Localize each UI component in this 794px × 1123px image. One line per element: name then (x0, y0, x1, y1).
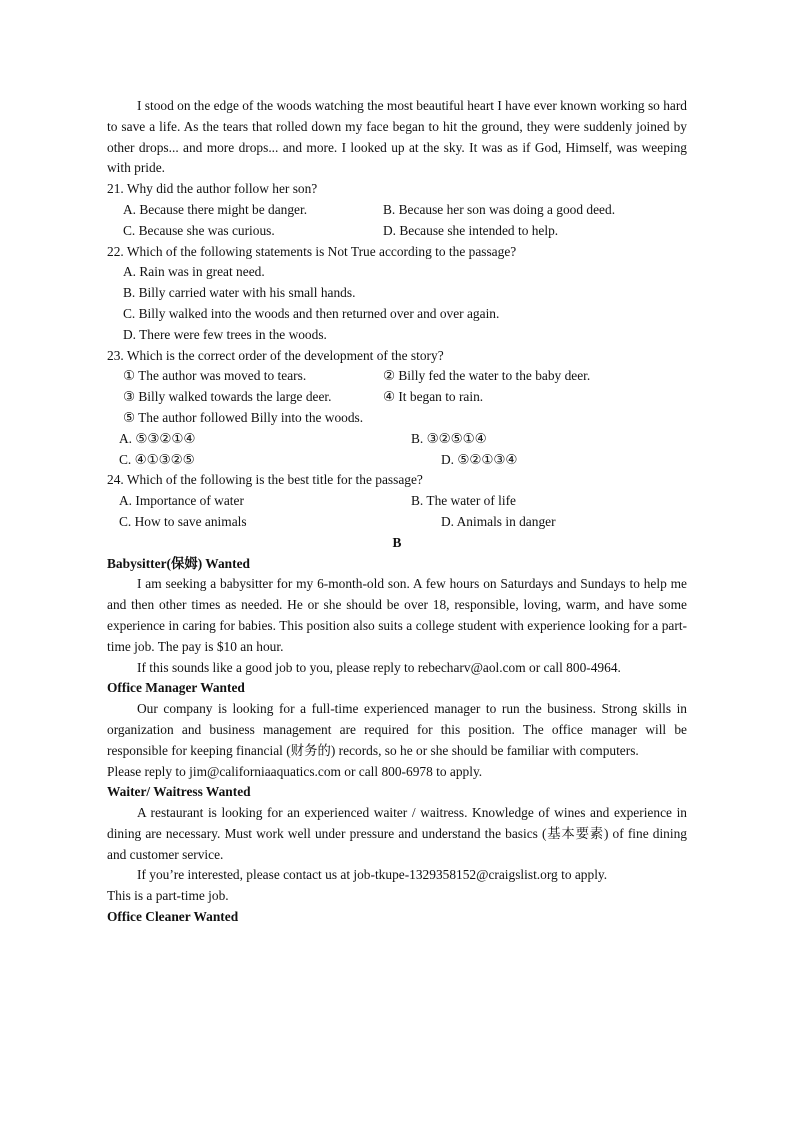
question-21-option-a: A. Because there might be danger. (123, 201, 308, 217)
ad-babysitter-contact: If this sounds like a good job to you, please reply to rebecharv@aol.com or call 800-4964. (137, 659, 621, 675)
worksheet-page (107, 96, 687, 928)
question-24-option-d: D. Animals in danger (441, 513, 556, 529)
question-22-option-c: C. Billy walked into the woods and then returned over and over again. (123, 305, 500, 321)
question-21-option-d: D. Because she intended to help. (383, 222, 559, 238)
question-23-event-3: ③ Billy walked towards the large deer. (123, 389, 332, 405)
question-22-option-b: B. Billy carried water with his small hands. (123, 285, 356, 301)
ad-office-manager (107, 678, 687, 782)
question-21 (107, 179, 687, 241)
question-23 (107, 346, 687, 471)
ad-babysitter-title: Babysitter(保姆) Wanted (107, 555, 250, 571)
question-23-option-d: D. ⑤②①③④ (441, 451, 518, 467)
question-23-event-2: ② Billy fed the water to the baby deer. (383, 368, 591, 384)
ad-waiter-body: A restaurant is looking for an experienced waiter / waitress. Knowledge of wines and experience in dining are necessary. Must work well under pressure and understand the basics (基本要素) of fine dining and customer service. (107, 805, 687, 862)
question-24-option-c: C. How to save animals (119, 513, 247, 529)
section-label: B (392, 534, 402, 550)
question-24-stem: 24. Which of the following is the best title for the passage? (107, 472, 423, 488)
ad-office-cleaner (107, 907, 687, 928)
question-23-event-5: ⑤ The author followed Billy into the woods. (123, 409, 364, 425)
question-24-option-b: B. The water of life (411, 493, 516, 509)
ad-babysitter-body: I am seeking a babysitter for my 6-month-old son. A few hours on Saturdays and Sundays to help me and then other times as needed. He or she should be over 18, responsible, loving, warm, and have some experience in caring for babies. This position also suits a college student with experience looking for a part-time job. The pay is $10 an hour. (107, 576, 687, 654)
question-21-stem: 21. Why did the author follow her son? (107, 181, 318, 197)
question-21-option-b: B. Because her son was doing a good deed. (383, 201, 616, 217)
question-23-stem: 23. Which is the correct order of the development of the story? (107, 347, 444, 363)
question-22-stem: 22. Which of the following statements is Not True according to the passage? (107, 243, 517, 259)
ad-waiter-contact: If you’re interested, please contact us at job-tkupe-1329358152@craigslist.org to apply. (137, 867, 608, 883)
question-22-option-a: A. Rain was in great need. (123, 264, 265, 280)
ad-waiter-note: This is a part-time job. (107, 888, 229, 904)
question-24-option-a: A. Importance of water (119, 493, 244, 509)
ad-office-cleaner-title: Office Cleaner Wanted (107, 909, 239, 925)
question-23-option-b: B. ③②⑤①④ (411, 430, 487, 446)
question-21-option-c: C. Because she was curious. (123, 222, 275, 238)
question-24 (107, 470, 687, 532)
question-23-event-4: ④ It began to rain. (383, 389, 484, 405)
question-23-event-1: ① The author was moved to tears. (123, 368, 307, 384)
ad-office-manager-contact: Please reply to jim@californiaaquatics.com or call 800-6978 to apply. (107, 763, 483, 779)
passage-conclusion: I stood on the edge of the woods watching the most beautiful heart I have ever known working so hard to save a life. As the tears that rolled down my face began to hit the ground, they were suddenly joined by other drops... and more drops... and more. I looked up at the sky. It was as if God, Himself, was weeping with pride. (107, 98, 687, 176)
question-23-option-c: C. ④①③②⑤ (119, 451, 195, 467)
ad-babysitter (107, 554, 687, 679)
ad-office-manager-title: Office Manager Wanted (107, 680, 245, 696)
question-23-option-a: A. ⑤③②①④ (119, 430, 196, 446)
ad-office-manager-body: Our company is looking for a full-time experienced manager to run the business. Strong skills in organization and business management are required for this position. The office manager will be responsible for keeping financial (财务的) records, so he or she should be familiar with computers. (107, 701, 687, 758)
question-22 (107, 242, 687, 346)
question-22-option-d: D. There were few trees in the woods. (123, 326, 327, 342)
ad-waiter-title: Waiter/ Waitress Wanted (107, 784, 251, 800)
ad-waiter (107, 782, 687, 907)
